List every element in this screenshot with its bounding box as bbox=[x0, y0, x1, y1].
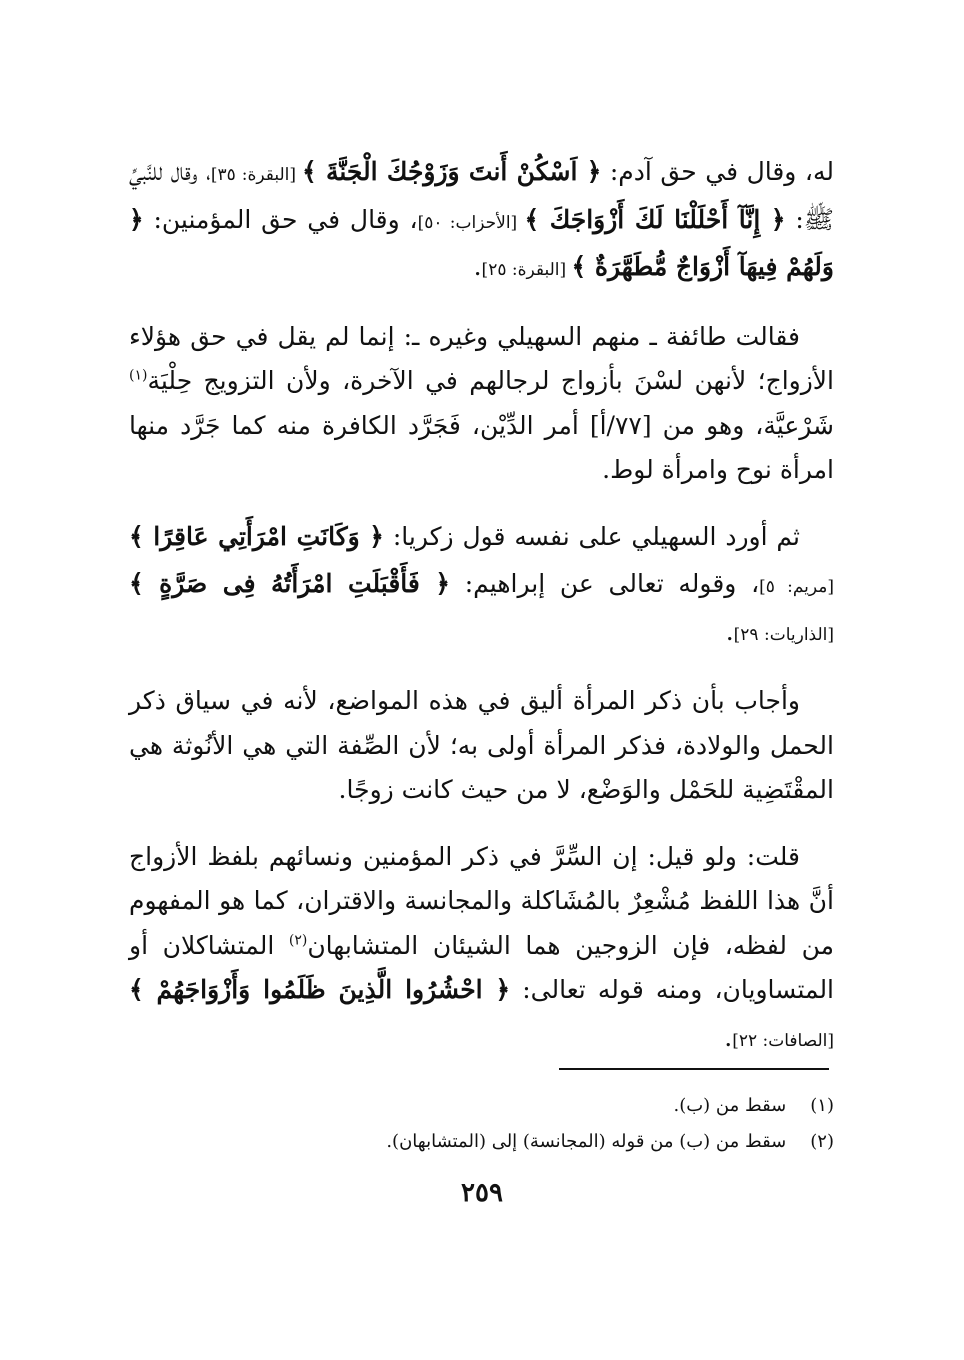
paragraph-text: ، وقال في حق المؤمنين: bbox=[143, 204, 418, 234]
footnote-marker: (١) bbox=[129, 367, 148, 384]
paragraph-text: . bbox=[473, 252, 482, 281]
footnote-text: سقط من (ب). bbox=[673, 1095, 787, 1116]
paragraph-text: المتشاكلان أو المتساويان، ومنه قوله تعالى: bbox=[129, 930, 835, 1004]
verse-reference: [الذاريات: ٢٩] bbox=[733, 624, 834, 645]
footnote-number: (٢) bbox=[810, 1131, 834, 1152]
paragraph-text: ، وقوله تعالى عن إبراهيم: bbox=[449, 569, 760, 598]
paragraph-text: ، وقال للنَّبيِّ ﷺ: bbox=[129, 157, 834, 234]
paragraph bbox=[129, 679, 834, 813]
paragraph-text: وأجاب بأن ذكر المرأة أليق في هذه المواضع، لأنه في سياق ذكر الحمل والولادة، فذكر المرأة أولى به؛ لأن الصِّفة التي هي الأنُوثة هي المقْتَضِية للحَمْل والوَضْع، لا من حيث كانت زوجًا. bbox=[129, 686, 834, 804]
verse-reference: [الأحزاب: ٥٠] bbox=[417, 212, 525, 233]
quran-verse: ﴿ اَسْكُنْ أَنتَ وَزَوْجُكَ الْجَنَّةَ ﴾ bbox=[302, 157, 602, 186]
footnotes bbox=[129, 1088, 834, 1160]
footnote-marker: (٢) bbox=[288, 932, 308, 949]
verse-reference: [مريم: ٥] bbox=[759, 577, 835, 597]
quran-verse: ﴿ احْشُرُوا الَّذِينَ ظَلَمُوا وَأَزْوَاجَهُمْ ﴾ bbox=[129, 975, 511, 1004]
quran-verse: ﴿ وَكَانَتِ امْرَأَتِي عَاقِرًا ﴾ bbox=[129, 521, 384, 551]
footnote-separator bbox=[559, 1068, 829, 1070]
main-text bbox=[129, 150, 834, 1085]
paragraph bbox=[129, 315, 834, 493]
quran-verse: ﴿ إِنَّآ أَحْلَلْنَا لَكَ أَزْوَاجَكَ ﴾ bbox=[524, 204, 786, 234]
paragraph-text: ثم أورد السهيلي على نفسه قول زكريا: bbox=[383, 521, 800, 551]
paragraph-text: له، وقال في حق آدم: bbox=[601, 157, 834, 186]
paragraph-text: قلت: ولو قيل: إن السِّرَّ في ذكر المؤمنين ونسائهم بلفظ الأزواج أنَّ هذا اللفظ مُشْعِرٌ بالمُشَاكلة والمجانسة والاقتران، كما هو المفهوم من لفظه، فإن الزوجين هما الشيئان المتشابهان bbox=[129, 841, 834, 960]
verse-reference: [الصافات: ٢٢] bbox=[732, 1030, 834, 1051]
footnote-1 bbox=[129, 1088, 834, 1124]
quran-verse: ﴿ وَلَهُمْ فِيهَآ أَزْوَاجٌ مُّطَهَّرَةٌ ﴾ bbox=[129, 204, 834, 281]
verse-reference: [البقرة: ٢٥] bbox=[481, 260, 572, 280]
paragraph-text: فقالت طائفة ـ منهم السهيلي وغيره ـ: إنما لم يقل في حق هؤلاء الأزواج؛ لأنهن لسْنَ بأزواج لرجالهم في الآخرة، ولأن التزويج حِلْيَة bbox=[129, 321, 834, 395]
verse-reference: [البقرة: ٣٥] bbox=[210, 165, 302, 185]
paragraph-text: . bbox=[724, 1022, 733, 1052]
paragraph bbox=[129, 515, 834, 658]
page-number: ٢٥٩ bbox=[461, 1178, 503, 1208]
footnote-text: سقط من (ب) من قوله (المجانسة) إلى (المتشابهان). bbox=[386, 1131, 787, 1152]
paragraph bbox=[129, 150, 834, 293]
footnote-2 bbox=[129, 1124, 834, 1160]
quran-verse: ﴿ فَأَقْبَلَتِ امْرَأَتُهُ فِى صَرَّةٍ ﴾ bbox=[129, 569, 450, 598]
paragraph-text: شَرْعيَّة، وهو من [٧٧/أ] أمر الدِّيْن، فَجَرَّد الكافرة منه كما جَرَّد منها امرأة نوح وامرأة لوط. bbox=[129, 410, 834, 484]
paragraph-text: . bbox=[725, 616, 734, 646]
footnote-number: (١) bbox=[810, 1095, 834, 1116]
paragraph bbox=[129, 835, 834, 1064]
